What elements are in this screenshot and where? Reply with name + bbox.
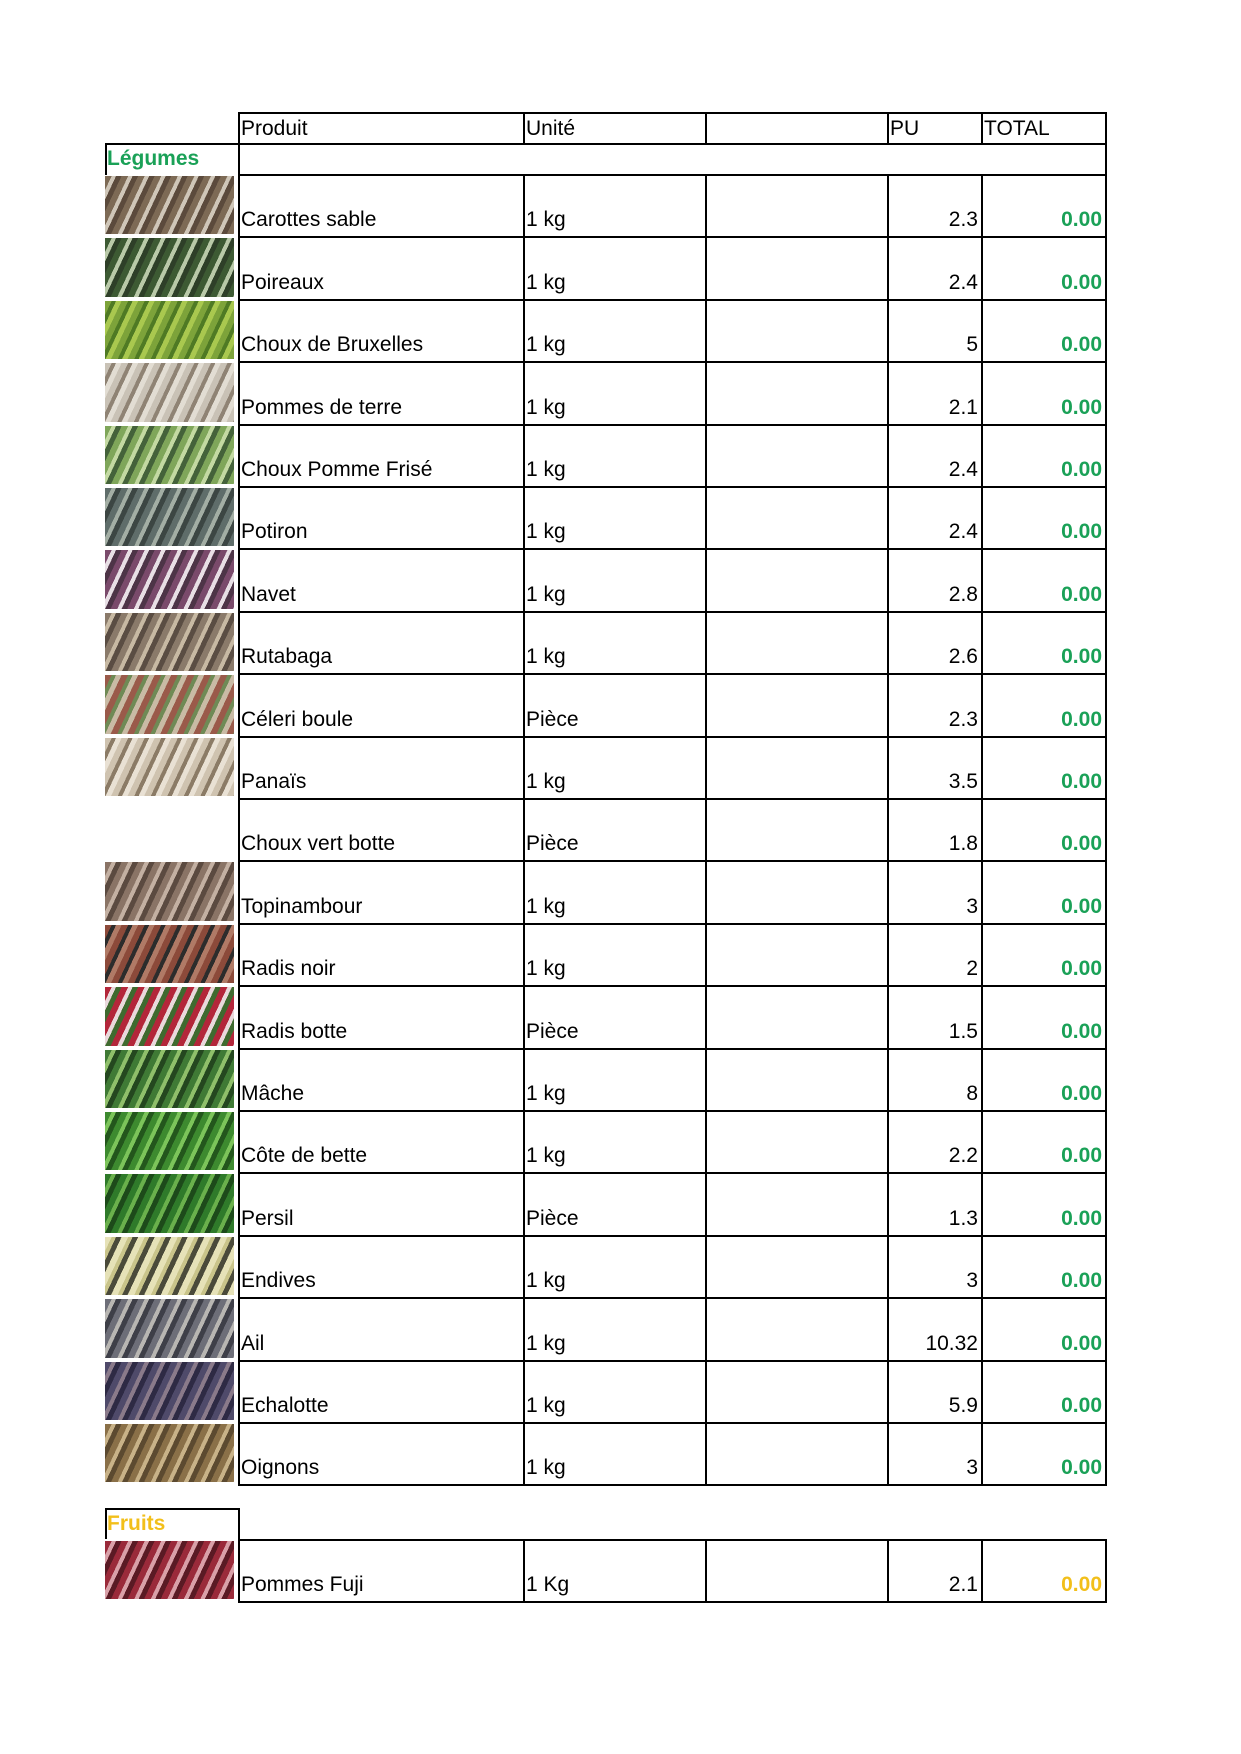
row-col-border <box>523 798 525 862</box>
quantity-cell[interactable] <box>707 1112 887 1172</box>
quantity-cell[interactable] <box>707 987 887 1047</box>
row-col-border <box>238 1422 240 1486</box>
header-produit: Produit <box>241 117 308 140</box>
row-bottom-border <box>238 1360 1107 1362</box>
jerusalem-artichoke-photo <box>105 862 234 920</box>
unit-value: 1 kg <box>526 645 566 669</box>
row-col-border <box>1105 299 1107 363</box>
row-col-border <box>523 923 525 987</box>
quantity-cell[interactable] <box>707 301 887 361</box>
row-col-border <box>1105 1539 1107 1603</box>
parsnip-photo <box>105 738 234 796</box>
product-name: Navet <box>241 582 296 606</box>
row-col-border <box>1105 923 1107 987</box>
row-bottom-border <box>238 1297 1107 1299</box>
row-col-border <box>523 1422 525 1486</box>
line-total: 0.00 <box>1061 333 1102 357</box>
row-col-border <box>238 299 240 363</box>
quantity-cell[interactable] <box>707 800 887 860</box>
row-col-border <box>1105 1360 1107 1424</box>
product-name: Poireaux <box>241 270 324 294</box>
black-radish-photo <box>105 925 234 983</box>
row-col-border <box>1105 548 1107 612</box>
line-total: 0.00 <box>1061 520 1102 544</box>
row-col-border <box>523 1539 525 1603</box>
unit-value: 1 kg <box>526 894 566 918</box>
row-col-border <box>1105 1235 1107 1299</box>
quantity-cell[interactable] <box>707 550 887 610</box>
unit-price: 3 <box>966 894 978 918</box>
line-total: 0.00 <box>1061 1394 1102 1417</box>
row-bottom-border <box>238 361 1107 363</box>
product-name: Potiron <box>241 520 308 544</box>
unit-price: 2.3 <box>948 208 978 232</box>
row-col-border <box>238 985 240 1049</box>
line-total: 0.00 <box>1061 770 1102 793</box>
unit-price: 1.8 <box>948 832 978 856</box>
product-name: Persil <box>241 1206 294 1230</box>
unit-price: 1.5 <box>948 1019 978 1043</box>
row-col-border <box>238 1172 240 1236</box>
potatoes-photo <box>105 363 234 421</box>
product-name: Choux vert botte <box>241 832 396 856</box>
row-bottom-border <box>238 985 1107 987</box>
product-name: Radis botte <box>241 1019 348 1043</box>
row-col-border <box>523 174 525 238</box>
unit-price: 3.5 <box>948 770 978 793</box>
product-name: Mâche <box>241 1082 305 1105</box>
unit-value: 1 kg <box>526 458 566 481</box>
radish-bunch-photo <box>105 987 234 1045</box>
row-col-border <box>523 611 525 675</box>
row-col-border <box>523 1172 525 1236</box>
row-col-border <box>238 486 240 550</box>
unit-value: Pièce <box>526 707 579 731</box>
line-total: 0.00 <box>1061 1573 1102 1597</box>
category-top-border <box>105 143 238 145</box>
row-bottom-border <box>238 1048 1107 1050</box>
row-bottom-border <box>238 860 1107 862</box>
row-col-border <box>1105 1110 1107 1174</box>
row-col-border <box>523 985 525 1049</box>
row-col-border <box>238 548 240 612</box>
row-col-border <box>238 923 240 987</box>
row-col-border <box>1105 174 1107 238</box>
category-divider <box>238 143 240 174</box>
fuji-apples-photo <box>105 1541 234 1599</box>
unit-price: 2.3 <box>948 707 978 731</box>
row-col-border <box>238 673 240 737</box>
quantity-cell[interactable] <box>707 488 887 548</box>
unit-value: 1 kg <box>526 1394 566 1417</box>
unit-value: 1 kg <box>526 1144 566 1168</box>
rutabaga-photo <box>105 613 234 671</box>
row-col-border <box>1105 1048 1107 1112</box>
quantity-cell[interactable] <box>707 1050 887 1110</box>
line-total: 0.00 <box>1061 645 1102 669</box>
row-bottom-border <box>238 798 1107 800</box>
quantity-cell[interactable] <box>707 862 887 922</box>
row-col-border <box>523 424 525 488</box>
header-col-border <box>238 112 240 145</box>
header-pu: PU <box>890 117 920 140</box>
row-bottom-border <box>238 1422 1107 1424</box>
row-bottom-border <box>238 236 1107 238</box>
fruits-table-top-border <box>238 1539 1107 1541</box>
row-col-border <box>523 1110 525 1174</box>
row-col-border <box>1105 1422 1107 1486</box>
row-col-border <box>238 1048 240 1112</box>
onions-photo <box>105 1424 234 1482</box>
row-col-border <box>1105 236 1107 300</box>
line-total: 0.00 <box>1061 270 1102 294</box>
row-col-border <box>238 1235 240 1299</box>
row-col-border <box>523 486 525 550</box>
row-col-border <box>238 174 240 238</box>
unit-value: Pièce <box>526 1019 579 1043</box>
unit-price: 2.4 <box>948 270 978 294</box>
row-col-border <box>1105 860 1107 924</box>
unit-price: 2.6 <box>948 645 978 669</box>
category-legumes: Légumes <box>107 147 200 170</box>
quantity-cell[interactable] <box>707 363 887 423</box>
product-name: Pommes Fuji <box>241 1573 364 1597</box>
row-col-border <box>1105 985 1107 1049</box>
row-col-border <box>1105 424 1107 488</box>
unit-price: 2.8 <box>948 582 978 606</box>
endives-photo <box>105 1237 234 1295</box>
row-bottom-border <box>238 1601 1107 1603</box>
quantity-cell[interactable] <box>707 738 887 798</box>
pumpkin-photo <box>105 488 234 546</box>
line-total: 0.00 <box>1061 1456 1102 1480</box>
unit-value: Pièce <box>526 1206 579 1230</box>
unit-value: 1 kg <box>526 1331 566 1355</box>
line-total: 0.00 <box>1061 582 1102 606</box>
product-name: Rutabaga <box>241 645 333 669</box>
product-name: Pommes de terre <box>241 395 403 419</box>
line-total: 0.00 <box>1061 707 1102 731</box>
row-bottom-border <box>238 736 1107 738</box>
line-total: 0.00 <box>1061 208 1102 232</box>
product-name: Choux de Bruxelles <box>241 333 424 357</box>
row-col-border <box>1105 736 1107 800</box>
cabbage-photo <box>105 426 234 484</box>
row-col-border <box>523 236 525 300</box>
quantity-cell[interactable] <box>707 1299 887 1359</box>
category-fruits: Fruits <box>107 1512 166 1535</box>
unit-price: 8 <box>966 1082 978 1105</box>
unit-price: 2 <box>966 957 978 981</box>
unit-value: 1 kg <box>526 395 566 419</box>
row-bottom-border <box>238 1484 1107 1486</box>
product-name: Carottes sable <box>241 208 377 232</box>
line-total: 0.00 <box>1061 894 1102 918</box>
quantity-cell[interactable] <box>707 176 887 236</box>
product-name: Oignons <box>241 1456 320 1480</box>
unit-value: 1 kg <box>526 520 566 544</box>
garlic-photo <box>105 1299 234 1357</box>
unit-price: 2.4 <box>948 458 978 481</box>
unit-value: 1 Kg <box>526 1573 570 1597</box>
unit-price: 2.2 <box>948 1144 978 1168</box>
table-top-border <box>238 174 1107 176</box>
brussels-sprouts-photo <box>105 301 234 359</box>
fruits-category-top-border <box>105 1508 240 1510</box>
header-col-border <box>887 112 889 145</box>
unit-value: Pièce <box>526 832 579 856</box>
unit-price: 2.1 <box>948 395 978 419</box>
quantity-cell[interactable] <box>707 925 887 985</box>
quantity-cell[interactable] <box>707 613 887 673</box>
line-total: 0.00 <box>1061 832 1102 856</box>
product-name: Choux Pomme Frisé <box>241 458 433 481</box>
row-col-border <box>238 236 240 300</box>
unit-value: 1 kg <box>526 333 566 357</box>
shallots-photo <box>105 1362 234 1420</box>
unit-value: 1 kg <box>526 208 566 232</box>
row-col-border <box>1105 673 1107 737</box>
row-bottom-border <box>238 1235 1107 1237</box>
header-col-border <box>981 112 983 145</box>
row-col-border <box>523 299 525 363</box>
quantity-cell[interactable] <box>707 1237 887 1297</box>
row-col-border <box>1105 798 1107 862</box>
line-total: 0.00 <box>1061 1144 1102 1168</box>
unit-value: 1 kg <box>526 270 566 294</box>
header-unite: Unité <box>526 117 576 140</box>
line-total: 0.00 <box>1061 1206 1102 1230</box>
row-bottom-border <box>238 299 1107 301</box>
unit-value: 1 kg <box>526 957 566 981</box>
parsley-photo <box>105 1174 234 1232</box>
product-name: Côte de bette <box>241 1144 368 1168</box>
unit-price: 3 <box>966 1456 978 1480</box>
product-name: Radis noir <box>241 957 336 981</box>
row-col-border <box>523 1048 525 1112</box>
line-total: 0.00 <box>1061 1082 1102 1105</box>
header-top-border <box>238 112 1107 114</box>
lambs-lettuce-photo <box>105 1050 234 1108</box>
row-bottom-border <box>238 486 1107 488</box>
row-col-border <box>523 361 525 425</box>
row-col-border <box>1105 361 1107 425</box>
fruits-category-divider <box>238 1508 240 1539</box>
row-col-border <box>238 361 240 425</box>
line-total: 0.00 <box>1061 957 1102 981</box>
line-total: 0.00 <box>1061 1331 1102 1355</box>
header-total: TOTAL <box>984 117 1050 140</box>
row-col-border <box>523 1360 525 1424</box>
row-bottom-border <box>238 923 1107 925</box>
row-col-border <box>1105 486 1107 550</box>
quantity-cell[interactable] <box>707 1541 887 1601</box>
unit-value: 1 kg <box>526 1456 566 1480</box>
unit-value: 1 kg <box>526 1269 566 1293</box>
header-bottom-border <box>238 143 1107 145</box>
row-col-border <box>238 1297 240 1361</box>
unit-price: 10.32 <box>925 1331 978 1355</box>
header-col-border <box>1105 112 1107 145</box>
line-total: 0.00 <box>1061 1269 1102 1293</box>
header-col-border <box>705 112 707 145</box>
unit-price: 3 <box>966 1269 978 1293</box>
row-col-border <box>523 860 525 924</box>
unit-value: 1 kg <box>526 770 566 793</box>
row-col-border <box>1105 1172 1107 1236</box>
row-col-border <box>238 1539 240 1603</box>
row-col-border <box>523 673 525 737</box>
chard-photo <box>105 1112 234 1170</box>
unit-price: 1.3 <box>948 1206 978 1230</box>
unit-price: 5.9 <box>948 1394 978 1417</box>
row-col-border <box>1105 611 1107 675</box>
line-total: 0.00 <box>1061 1019 1102 1043</box>
product-name: Céleri boule <box>241 707 354 731</box>
quantity-cell[interactable] <box>707 238 887 298</box>
unit-price: 2.1 <box>948 1573 978 1597</box>
row-col-border <box>1105 1297 1107 1361</box>
row-bottom-border <box>238 673 1107 675</box>
row-bottom-border <box>238 548 1107 550</box>
product-name: Topinambour <box>241 894 363 918</box>
line-total: 0.00 <box>1061 395 1102 419</box>
row-col-border <box>238 611 240 675</box>
unit-price: 2.4 <box>948 520 978 544</box>
carrots-photo <box>105 176 234 234</box>
product-name: Panaïs <box>241 770 307 793</box>
row-col-border <box>238 798 240 862</box>
row-bottom-border <box>238 424 1107 426</box>
row-col-border <box>238 424 240 488</box>
unit-value: 1 kg <box>526 1082 566 1105</box>
quantity-cell[interactable] <box>707 1362 887 1422</box>
product-name: Ail <box>241 1331 265 1355</box>
row-col-border <box>238 860 240 924</box>
leeks-photo <box>105 238 234 296</box>
row-bottom-border <box>238 1172 1107 1174</box>
row-col-border <box>523 736 525 800</box>
line-total: 0.00 <box>1061 458 1102 481</box>
product-name: Endives <box>241 1269 316 1293</box>
quantity-cell[interactable] <box>707 675 887 735</box>
product-name: Echalotte <box>241 1394 329 1417</box>
unit-price: 5 <box>966 333 978 357</box>
quantity-cell[interactable] <box>707 1174 887 1234</box>
row-col-border <box>523 1235 525 1299</box>
row-col-border <box>523 548 525 612</box>
row-col-border <box>238 736 240 800</box>
row-col-border <box>523 1297 525 1361</box>
row-bottom-border <box>238 611 1107 613</box>
category-right-border <box>1105 143 1107 174</box>
quantity-cell[interactable] <box>707 426 887 486</box>
row-col-border <box>238 1110 240 1174</box>
unit-value: 1 kg <box>526 582 566 606</box>
row-col-border <box>238 1360 240 1424</box>
turnip-photo <box>105 550 234 608</box>
quantity-cell[interactable] <box>707 1424 887 1484</box>
row-bottom-border <box>238 1110 1107 1112</box>
header-col-border <box>523 112 525 145</box>
celeriac-photo <box>105 675 234 733</box>
